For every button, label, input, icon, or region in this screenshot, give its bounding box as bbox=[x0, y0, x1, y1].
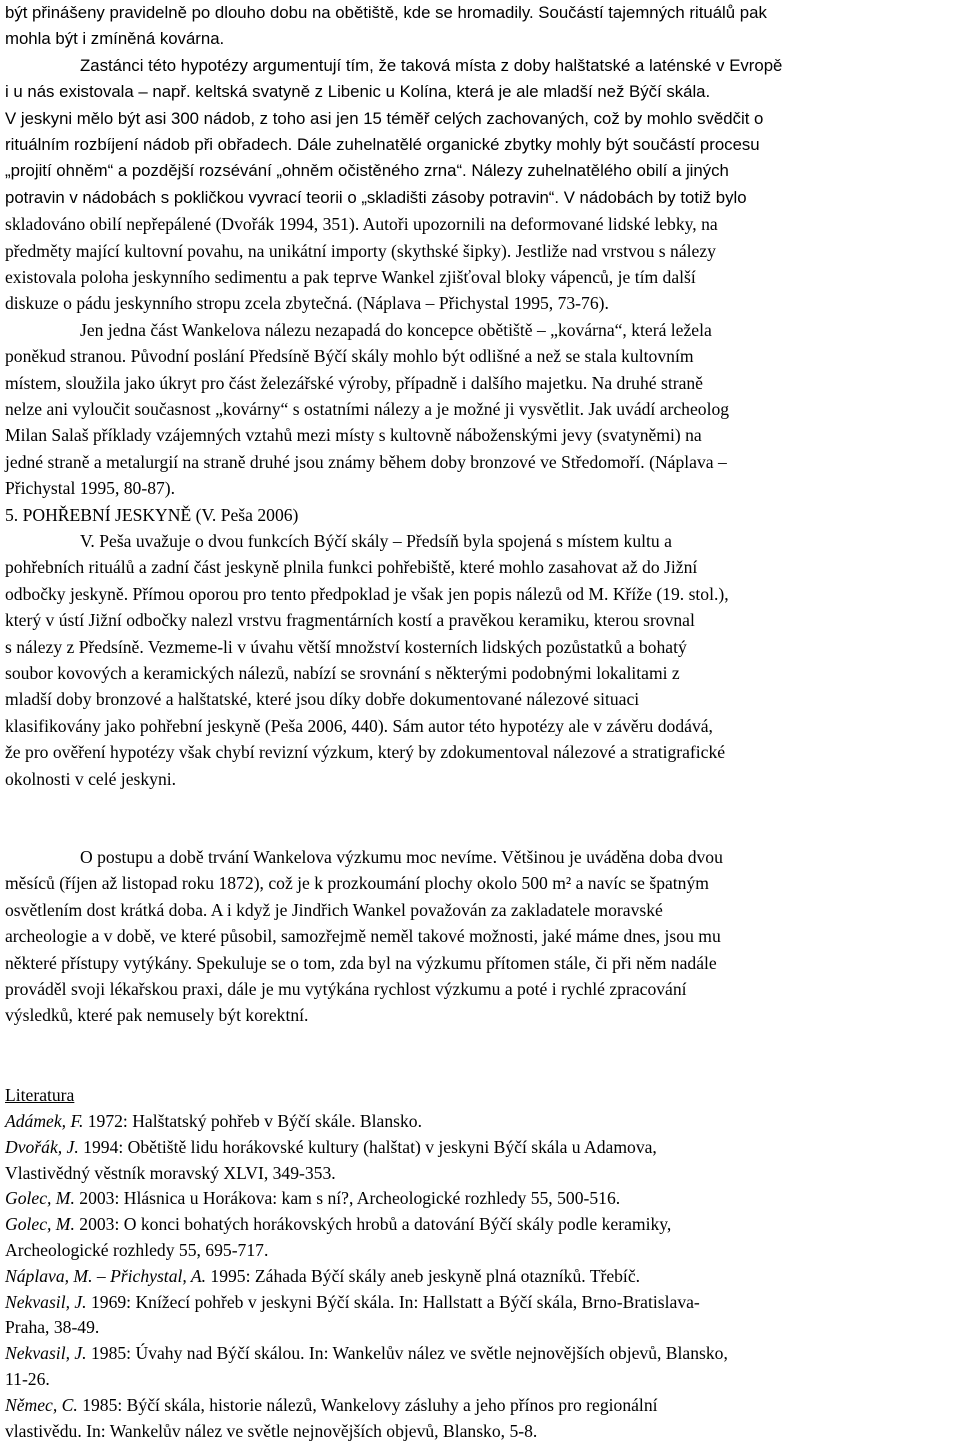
text-line: měsíců (říjen až listopad roku 1872), což je k prozkoumání plochy okolo 500 m² a navíc se špatným bbox=[5, 873, 709, 894]
text-line: Přichystal 1995, 80-87). bbox=[5, 478, 176, 499]
text-line: který v ústí Jižní odbočky nalezl vrstvu fragmentárních kostí a pravěkou keramiku, kterou srovnal bbox=[5, 610, 695, 631]
reference-text: Praha, 38-49. bbox=[5, 1317, 100, 1338]
text-line: pohřebních rituálů a zadní část jeskyně plnila funkci pohřebiště, které mohlo zasahovat až do Jižní bbox=[5, 557, 698, 578]
text-line: „projití ohněm“ a pozdější rozsévání „ohněm očistěného zrna“. Nálezy zuhelnatělého obilí a jiných bbox=[5, 161, 729, 181]
reference-text: 1985: Úvahy nad Býčí skálou. In: Wankelův nález ve světle nejnovějších objevů, Blansko, bbox=[86, 1343, 728, 1364]
reference-text: vlastivědu. In: Wankelův nález ve světle nejnovějších objevů, Blansko, 5-8. bbox=[5, 1420, 538, 1441]
reference-author: Adámek, F. bbox=[5, 1111, 84, 1131]
text-line: potravin v nádobách s pokličkou vyvrací teorii o „skladišti zásoby potravin“. V nádobách by totiž bylo bbox=[5, 187, 747, 207]
reference-author: Náplava, M. – Přichystal, A. bbox=[5, 1265, 207, 1286]
reference-entry bbox=[5, 1263, 640, 1289]
reference-text: 11-26. bbox=[5, 1369, 50, 1389]
reference-entry bbox=[5, 1392, 658, 1418]
text-line: i u nás existovala – např. keltská svatyně z Libenic u Kolína, která je ale mladší než Býčí skála. bbox=[5, 82, 711, 102]
reference-entry bbox=[5, 1134, 657, 1160]
text-line: skladováno obilí nepřepálené (Dvořák 1994, 351). Autoři upozornili na deformované lidské lebky, na bbox=[5, 214, 718, 235]
text-line: diskuze o pádu jeskynního stropu zcela zbytečná. (Náplava – Přichystal 1995, 73-76). bbox=[5, 293, 609, 314]
reference-entry bbox=[5, 1108, 422, 1134]
text-line: být přinášeny pravidelně po dlouho dobu na obětiště, kde se hromadily. Součástí tajemných rituálů pak bbox=[5, 3, 767, 22]
text-line: Jen jedna část Wankelova nálezu nezapadá do koncepce obětiště – „kovárna“, která ležela bbox=[80, 319, 712, 340]
reference-text: Vlastivědný věstník moravský XLVI, 349-353. bbox=[5, 1162, 336, 1183]
literature-heading: Literatura bbox=[5, 1085, 75, 1105]
reference-author: Nekvasil, J. bbox=[5, 1291, 87, 1312]
text-line: existovala poloha jeskynního sedimentu a pak teprve Wankel zjišťoval bloky vápenců, je tím další bbox=[5, 267, 696, 287]
text-line: že pro ověření hypotézy však chybí revizní výzkum, který by zdokumentoval nálezové a stratigrafické bbox=[5, 742, 726, 763]
text-line: Zastánci této hypotézy argumentují tím, že taková místa z doby halštatské a laténské v Evropě bbox=[80, 55, 783, 75]
text-line: jedné straně a metalurgií na straně druhé jsou známy během doby bronzové ve Středomoří. (Náplava – bbox=[5, 451, 727, 472]
reference-author: Němec, C. bbox=[5, 1394, 78, 1415]
text-line: V jeskyni mělo být asi 300 nádob, z toho asi jen 15 téměř celých zachovaných, což by mohlo svědčit o bbox=[5, 108, 764, 128]
reference-text: 1969: Knížecí pohřeb v jeskyni Býčí skála. In: Hallstatt a Býčí skála, Brno-Bratislava- bbox=[86, 1291, 700, 1312]
text-line: poněkud stranou. Původní poslání Předsíně Býčí skály mohlo být odlišné a než se stala kultovním bbox=[5, 346, 694, 367]
reference-author: Nekvasil, J. bbox=[5, 1343, 87, 1364]
text-line: výsledků, které pak nemusely být korektní. bbox=[5, 1005, 309, 1026]
reference-text: 2003: O konci bohatých horákovských hrobů a datování Býčí skály podle keramiky, bbox=[74, 1214, 672, 1235]
text-line: osvětlením dost krátká doba. A i když je Jindřich Wankel považován za zakladatele moravské bbox=[5, 899, 663, 920]
reference-entry bbox=[5, 1211, 671, 1237]
text-line: místem, sloužila jako úkryt pro část železářské výroby, případně i dalšího majetku. Na druhé straně bbox=[5, 372, 703, 393]
reference-author: Golec, M. bbox=[5, 1188, 75, 1209]
text-line: s nálezy z Předsíně. Vezmeme-li v úvahu větší množství kosterních lidských pozůstatků a bohatý bbox=[5, 636, 687, 657]
reference-entry bbox=[5, 1237, 268, 1263]
reference-text: 1994: Obětiště lidu horákovské kultury (halštat) v jeskyni Býčí skála u Adamova, bbox=[78, 1136, 657, 1157]
text-line: Milan Salaš příklady vzájemných vztahů mezi místy s kultovně náboženskými jevy (svatyněmi) na bbox=[5, 425, 702, 446]
text-line: mladší doby bronzové a halštatské, které jsou díky dobře dokumentované nálezové situaci bbox=[5, 689, 640, 710]
reference-text: Archeologické rozhledy 55, 695-717. bbox=[5, 1240, 269, 1260]
text-line: prováděl svoji lékařskou praxi, dále je mu vytýkána rychlost výzkumu a poté i rychlé zpracování bbox=[5, 979, 687, 999]
text-line: odbočky jeskyně. Přímou oporou pro tento předpoklad je však jen popis nálezů od M. Kříže (19. stol.), bbox=[5, 583, 729, 604]
text-line: soubor kovových a keramických nálezů, nabízí se srovnání s některými podobnými lokalitami z bbox=[5, 663, 680, 683]
reference-author: Golec, M. bbox=[5, 1214, 75, 1235]
reference-entry bbox=[5, 1314, 99, 1340]
reference-text: 2003: Hlásnica u Horákova: kam s ní?, Archeologické rozhledy 55, 500-516. bbox=[74, 1188, 621, 1209]
reference-entry bbox=[5, 1185, 620, 1211]
reference-entry bbox=[5, 1160, 336, 1186]
text-line: rituálním rozbíjení nádob při obřadech. Dále zuhelnatělé organické zbytky mohly být součástí procesu bbox=[5, 135, 760, 154]
reference-entry bbox=[5, 1340, 728, 1366]
reference-author: Dvořák, J. bbox=[5, 1136, 79, 1157]
reference-entry bbox=[5, 1366, 50, 1392]
text-line: 5. POHŘEBNÍ JESKYNĚ (V. Peša 2006) bbox=[5, 504, 299, 525]
text-line: některé přístupy vytýkány. Spekuluje se o tom, zda byl na výzkumu přítomen stále, či při něm nadále bbox=[5, 952, 717, 973]
text-line: nelze ani vyloučit současnost „kovárny“ s ostatními nálezy a je možné ji vysvětlit. Jak uvádí archeolog bbox=[5, 399, 730, 419]
text-line: archeologie a v době, ve které působil, samozřejmě neměl takové možnosti, jaké máme dnes, jsou mu bbox=[5, 926, 721, 947]
text-line: okolnosti v celé jeskyni. bbox=[5, 768, 177, 789]
text-line: předměty mající kultovní povahu, na unikátní importy (skythské šipky). Jestliže nad vrstvou s nálezy bbox=[5, 240, 716, 261]
reference-entry bbox=[5, 1418, 537, 1444]
reference-text: 1995: Záhada Býčí skály aneb jeskyně plná otazníků. Třebíč. bbox=[206, 1265, 641, 1286]
text-line: O postupu a době trvání Wankelova výzkumu moc nevíme. Většinou je uváděna doba dvou bbox=[80, 847, 723, 867]
text-line: klasifikovány jako pohřební jeskyně (Peša 2006, 440). Sám autor této hypotézy ale v závěru dodává, bbox=[5, 715, 713, 736]
reference-entry bbox=[5, 1289, 700, 1315]
text-line: V. Peša uvažuje o dvou funkcích Býčí skály – Předsíň byla spojená s místem kultu a bbox=[80, 531, 672, 551]
reference-text: 1972: Halštatský pohřeb v Býčí skále. Blansko. bbox=[83, 1111, 422, 1131]
text-line: mohla být i zmíněná kovárna. bbox=[5, 29, 225, 49]
reference-text: 1985: Býčí skála, historie nálezů, Wankelovy zásluhy a jeho přínos pro regionální bbox=[77, 1394, 658, 1415]
